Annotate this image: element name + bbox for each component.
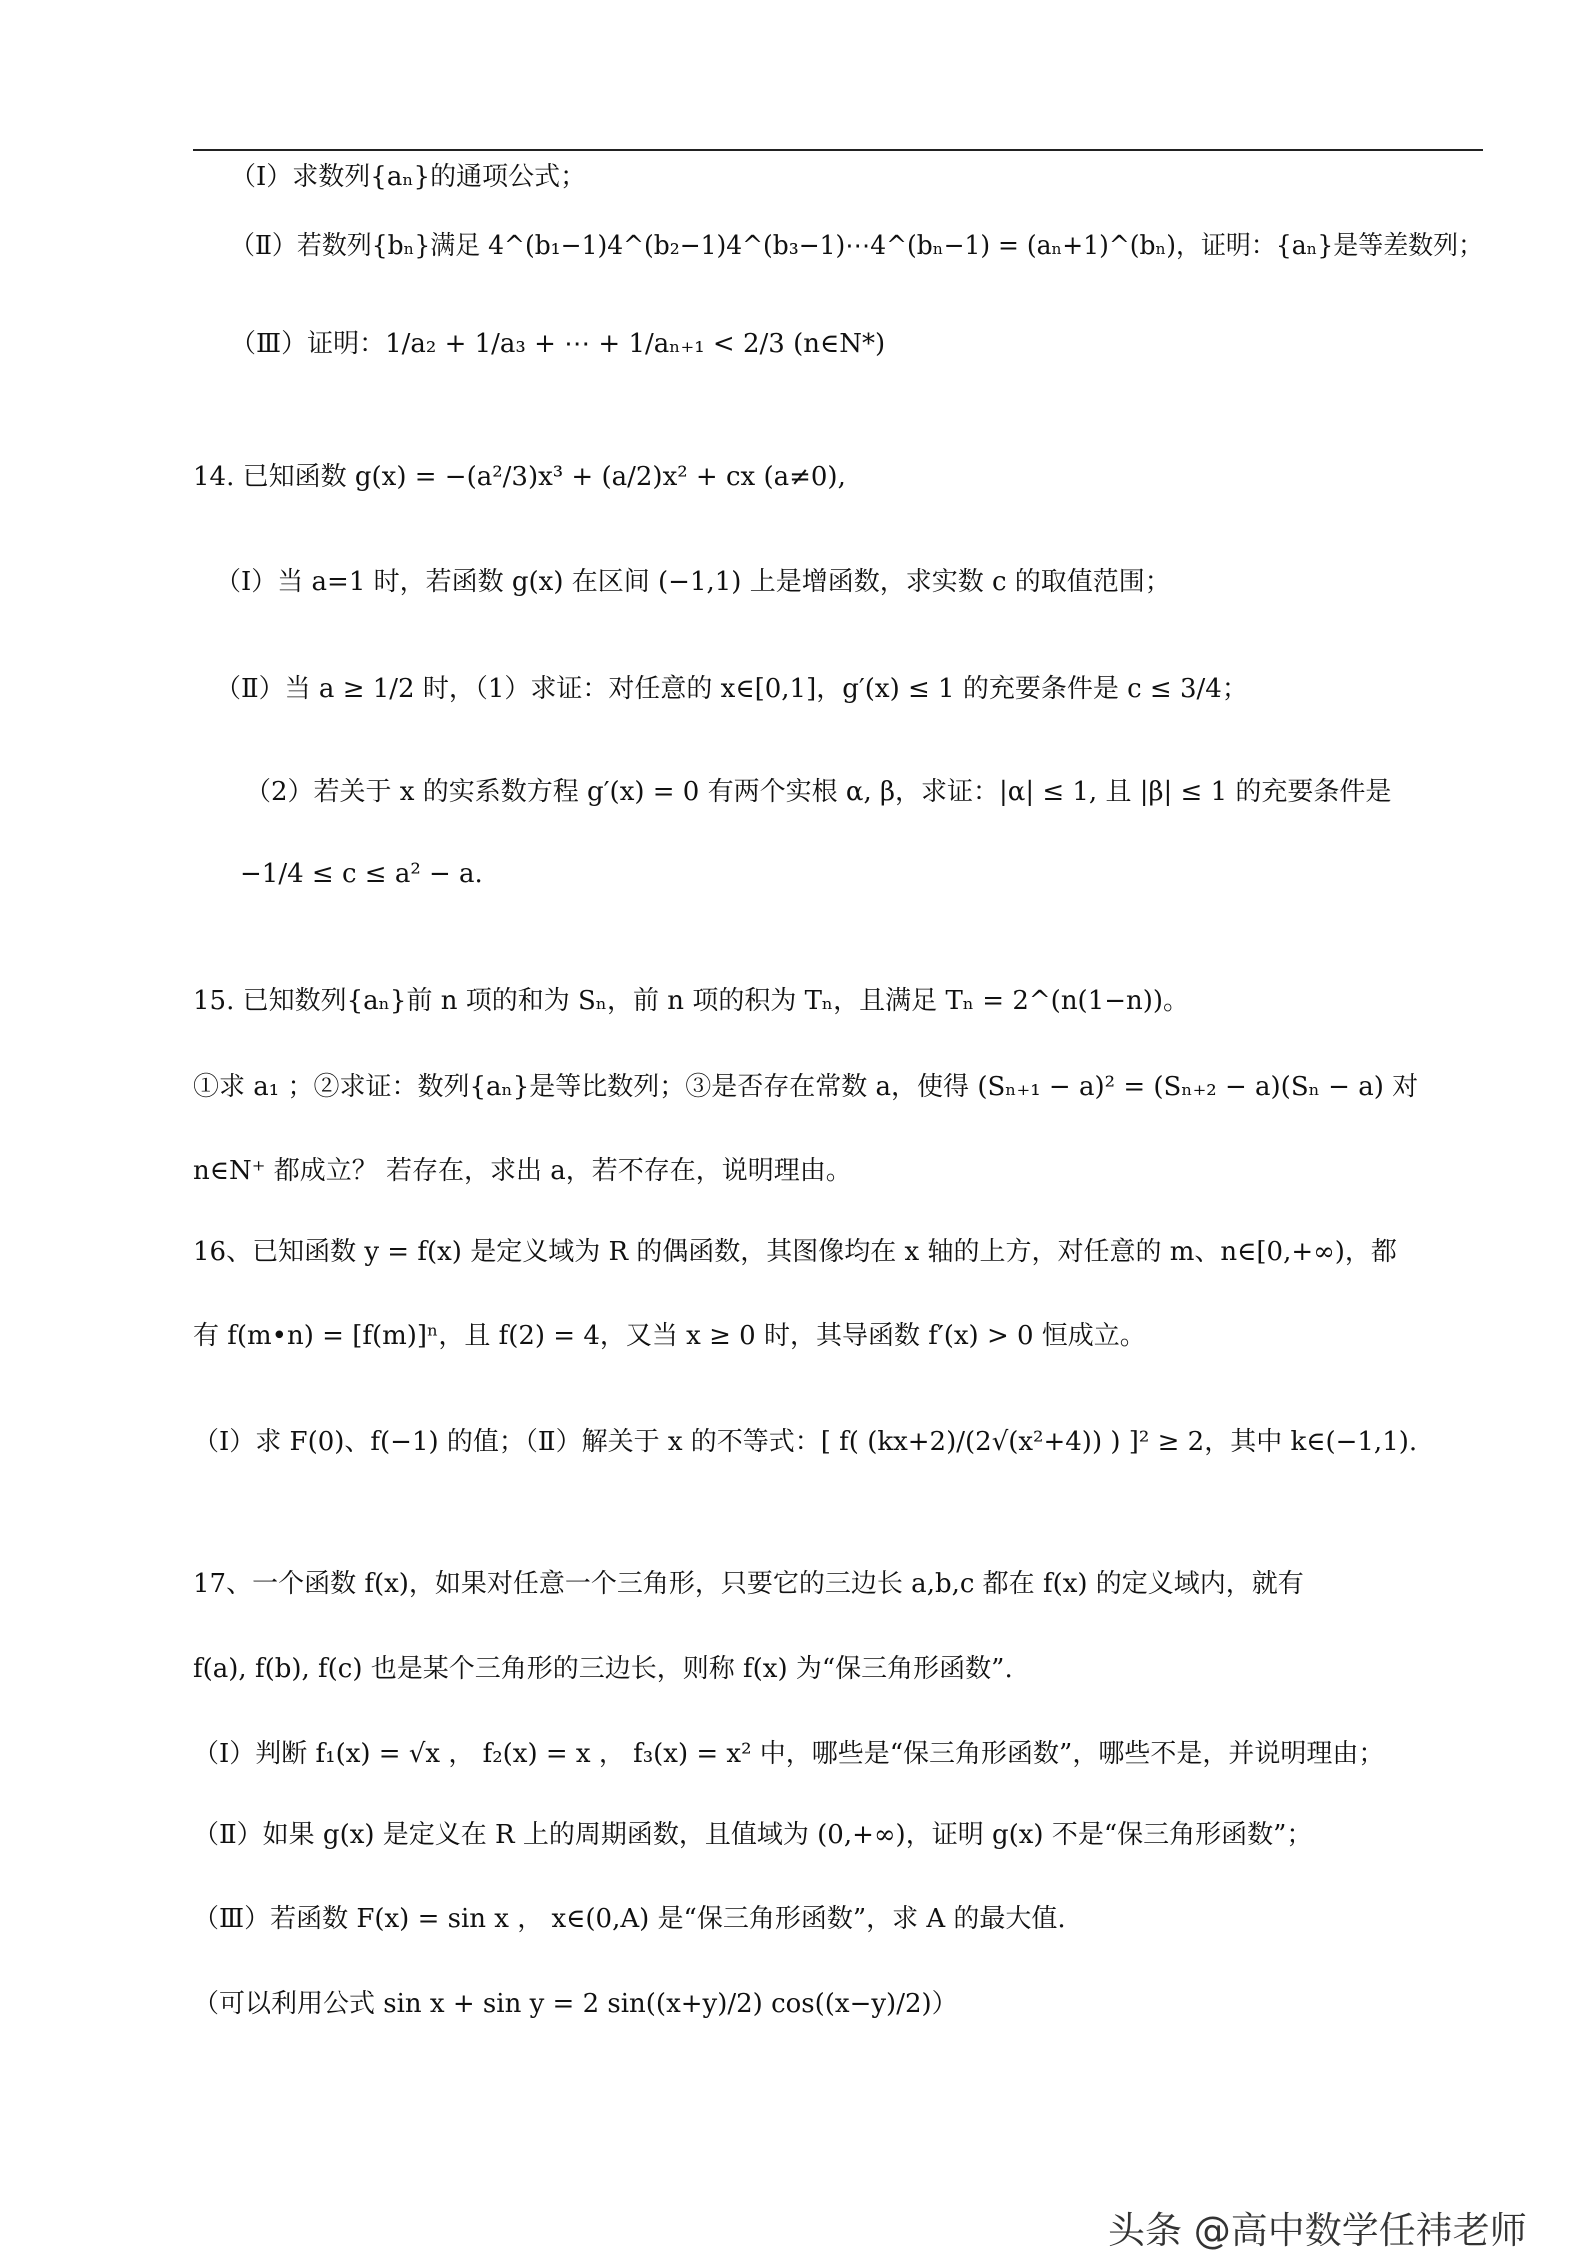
header-rule — [193, 149, 1483, 151]
text-line: ①求 a₁ ；②求证：数列{aₙ}是等比数列；③是否存在常数 a，使得 (Sₙ₊₁ − a)² = (Sₙ₊₂ − a)(Sₙ − a) 对 — [193, 1072, 1419, 1102]
text-line: −1/4 ≤ c ≤ a² − a. — [240, 859, 483, 889]
text-line: （Ⅰ）当 a=1 时，若函数 g(x) 在区间 (−1,1) 上是增函数，求实数 c 的取值范围； — [215, 567, 1171, 597]
text-line: 17、一个函数 f(x)，如果对任意一个三角形，只要它的三边长 a,b,c 都在 f(x) 的定义域内，就有 — [193, 1569, 1304, 1599]
text-line: （Ⅲ）证明：1/a₂ + 1/a₃ + ⋯ + 1/aₙ₊₁ < 2/3 (n∈N*) — [230, 329, 886, 359]
watermark: 头条 @高中数学任祎老师 — [1108, 2209, 1527, 2252]
text-line: 15. 已知数列{aₙ}前 n 项的和为 Sₙ，前 n 项的积为 Tₙ，且满足 Tₙ = 2^(n(1−n))。 — [193, 986, 1190, 1016]
text-line: （Ⅱ）当 a ≥ 1/2 时，（1）求证：对任意的 x∈[0,1]，g′(x) ≤ 1 的充要条件是 c ≤ 3/4； — [215, 674, 1248, 704]
text-line: （Ⅰ）求 F(0)、f(−1) 的值；（Ⅱ）解关于 x 的不等式：[ f( (kx+2)/(2√(x²+4)) ) ]² ≥ 2，其中 k∈(−1,1). — [193, 1427, 1418, 1457]
text-line: （Ⅰ）判断 f₁(x) = √x ， f₂(x) = x ， f₃(x) = x² 中，哪些是“保三角形函数”，哪些不是，并说明理由； — [193, 1739, 1385, 1769]
text-line: （Ⅰ）求数列{aₙ}的通项公式； — [230, 162, 587, 192]
text-line: 16、已知函数 y = f(x) 是定义域为 R 的偶函数，其图像均在 x 轴的上方，对任意的 m、n∈[0,+∞)，都 — [193, 1237, 1397, 1267]
text-line: f(a), f(b), f(c) 也是某个三角形的三边长，则称 f(x) 为“保三角形函数”. — [193, 1654, 1013, 1684]
text-line: （Ⅱ）如果 g(x) 是定义在 R 上的周期函数，且值域为 (0,+∞)，证明 g(x) 不是“保三角形函数”； — [193, 1820, 1313, 1850]
text-line: （Ⅱ）若数列{bₙ}满足 4^(b₁−1)4^(b₂−1)4^(b₃−1)⋯4^(bₙ−1) = (aₙ+1)^(bₙ)，证明：{aₙ}是等差数列； — [230, 231, 1484, 261]
text-line: （2）若关于 x 的实系数方程 g′(x) = 0 有两个实根 α, β，求证：|α| ≤ 1, 且 |β| ≤ 1 的充要条件是 — [245, 777, 1392, 807]
text-line: 14. 已知函数 g(x) = −(a²/3)x³ + (a/2)x² + cx (a≠0), — [193, 462, 846, 492]
text-line: （可以利用公式 sin x + sin y = 2 sin((x+y)/2) cos((x−y)/2)） — [193, 1989, 958, 2019]
text-line: 有 f(m•n) = [f(m)]ⁿ，且 f(2) = 4，又当 x ≥ 0 时，其导函数 f′(x) > 0 恒成立。 — [193, 1321, 1146, 1351]
text-line: n∈N⁺ 都成立？ 若存在，求出 a，若不存在，说明理由。 — [193, 1156, 852, 1186]
text-line: （Ⅲ）若函数 F(x) = sin x ， x∈(0,A) 是“保三角形函数”，求 A 的最大值. — [193, 1904, 1066, 1934]
